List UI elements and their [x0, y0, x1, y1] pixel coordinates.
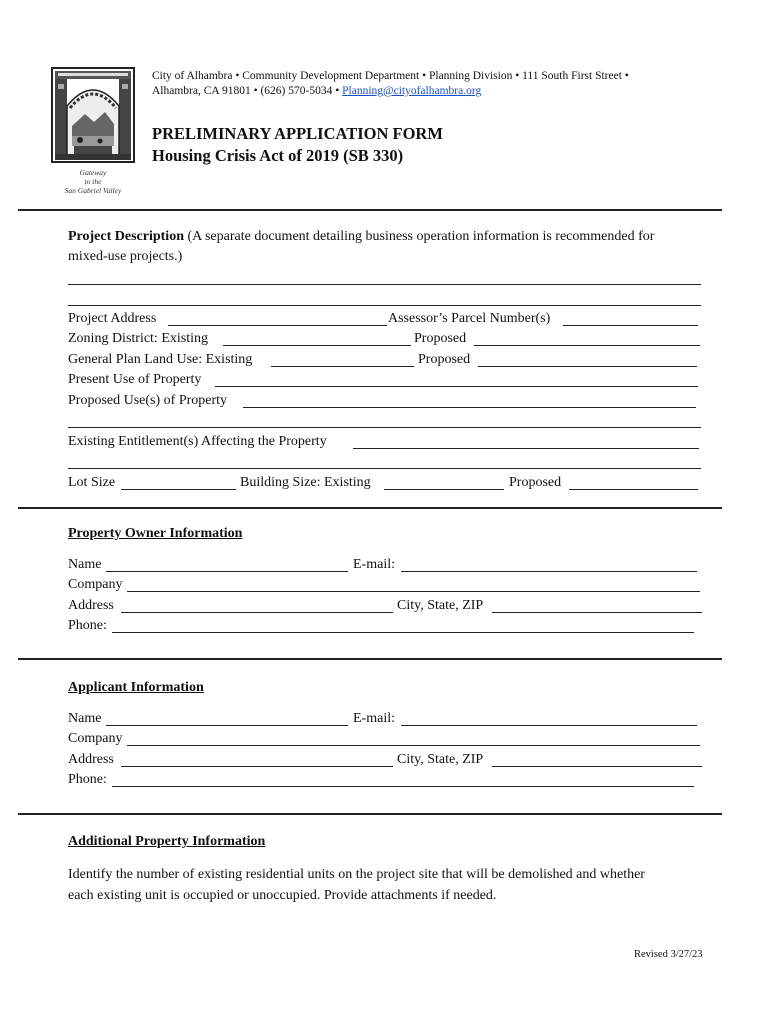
lot-size-label: Lot Size: [68, 475, 116, 490]
applicant-name-field[interactable]: [106, 725, 348, 726]
applicant-phone-field[interactable]: [112, 786, 694, 787]
additional-instructions: [68, 864, 718, 906]
applicant-section-heading: Applicant Information: [68, 680, 204, 695]
project-description-note: (A separate document detailing business operation information is recommended for: [183, 229, 655, 244]
applicant-name-label: Name: [68, 711, 102, 726]
logo-caption: [55, 168, 131, 195]
apn-label: Assessor’s Parcel Number(s): [388, 311, 551, 326]
project-description-line-2[interactable]: [68, 305, 701, 306]
applicant-city-label: City, State, ZIP: [397, 752, 484, 767]
applicant-company-field[interactable]: [127, 745, 700, 746]
entitlements-label: Existing Entitlement(s) Affecting the Property: [68, 434, 327, 449]
entitlements-field-2[interactable]: [68, 468, 701, 469]
proposed-use-field-2[interactable]: [68, 427, 701, 428]
project-description-note-2: mixed-use projects.): [68, 249, 183, 264]
form-subtitle: Housing Crisis Act of 2019 (SB 330): [152, 146, 404, 165]
owner-phone-label: Phone:: [68, 618, 107, 633]
owner-email-label: E-mail:: [353, 557, 395, 572]
zoning-existing-label: Zoning District: Existing: [68, 331, 208, 346]
additional-instructions-line-1: Identify the number of existing residential units on the project site that will be demolished and whether: [68, 867, 645, 882]
applicant-section-divider: [18, 813, 722, 815]
present-use-label: Present Use of Property: [68, 372, 202, 387]
general-plan-existing-label: General Plan Land Use: Existing: [68, 352, 253, 367]
proposed-use-field[interactable]: [243, 407, 696, 408]
logo-caption-line-2: to the: [84, 177, 102, 186]
header-address-line-1: City of Alhambra • Community Development Department • Planning Division • 111 South First Street •: [152, 70, 629, 82]
project-description-heading: Project Description: [68, 229, 184, 244]
revised-date: Revised 3/27/23: [634, 949, 703, 960]
city-seal-icon: [50, 66, 136, 164]
project-section-divider: [18, 507, 722, 509]
header-address-line-2: [152, 84, 481, 99]
applicant-email-label: E-mail:: [353, 711, 395, 726]
applicant-address-field[interactable]: [121, 766, 393, 767]
zoning-existing-field[interactable]: [223, 345, 411, 346]
applicant-company-label: Company: [68, 731, 123, 746]
logo-caption-line-1: Gateway: [79, 168, 107, 177]
owner-address-field[interactable]: [121, 612, 393, 613]
owner-city-field[interactable]: [492, 612, 702, 613]
project-description-label: [68, 229, 654, 245]
owner-city-label: City, State, ZIP: [397, 598, 484, 613]
proposed-use-label: Proposed Use(s) of Property: [68, 393, 228, 408]
applicant-phone-label: Phone:: [68, 772, 107, 787]
apn-field[interactable]: [563, 325, 698, 326]
owner-section-heading: Property Owner Information: [68, 526, 243, 541]
owner-phone-field[interactable]: [112, 632, 694, 633]
owner-email-field[interactable]: [401, 571, 697, 572]
form-title: PRELIMINARY APPLICATION FORM: [152, 124, 443, 143]
owner-name-label: Name: [68, 557, 102, 572]
planning-email-link[interactable]: Planning@cityofalhambra.org: [342, 85, 482, 97]
zoning-proposed-label: Proposed: [414, 331, 467, 346]
entitlements-field[interactable]: [353, 448, 699, 449]
additional-instructions-line-2: each existing unit is occupied or unoccupied. Provide attachments if needed.: [68, 888, 497, 903]
owner-name-field[interactable]: [106, 571, 348, 572]
project-description-line-1[interactable]: [68, 284, 701, 285]
general-plan-existing-field[interactable]: [271, 366, 414, 367]
applicant-city-field[interactable]: [492, 766, 702, 767]
building-size-existing-field[interactable]: [384, 489, 504, 490]
owner-company-field[interactable]: [127, 591, 700, 592]
building-size-proposed-label: Proposed: [509, 475, 562, 490]
applicant-email-field[interactable]: [401, 725, 697, 726]
header-divider: [18, 209, 722, 211]
logo-caption-line-3: San Gabriel Valley: [64, 186, 122, 195]
owner-address-label: Address: [68, 598, 114, 613]
owner-section-divider: [18, 658, 722, 660]
general-plan-proposed-field[interactable]: [478, 366, 697, 367]
applicant-address-label: Address: [68, 752, 114, 767]
present-use-field[interactable]: [215, 386, 698, 387]
project-address-label: Project Address: [68, 311, 157, 326]
general-plan-proposed-label: Proposed: [418, 352, 471, 367]
city-seal-logo: [50, 66, 136, 164]
building-size-existing-label: Building Size: Existing: [240, 475, 371, 490]
header-contact-text: Alhambra, CA 91801 • (626) 570-5034 •: [152, 85, 343, 97]
building-size-proposed-field[interactable]: [569, 489, 698, 490]
owner-company-label: Company: [68, 577, 123, 592]
project-address-field[interactable]: [168, 325, 387, 326]
additional-section-heading: Additional Property Information: [68, 834, 266, 849]
lot-size-field[interactable]: [121, 489, 236, 490]
zoning-proposed-field[interactable]: [474, 345, 700, 346]
